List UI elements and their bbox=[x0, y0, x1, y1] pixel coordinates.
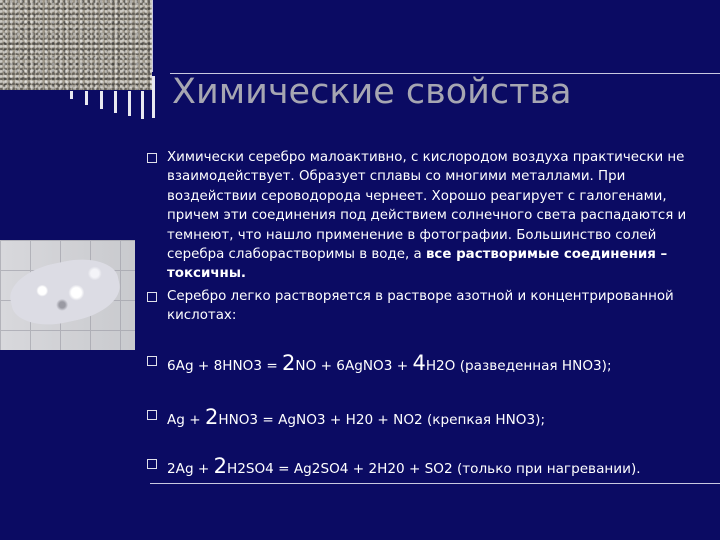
decor-dash bbox=[141, 91, 144, 119]
eq1-part: H2O (разведенная HNO3); bbox=[425, 358, 612, 374]
slide-title: Химические свойства bbox=[172, 72, 572, 112]
equation-2 bbox=[167, 405, 545, 429]
decor-dash bbox=[85, 91, 88, 105]
eq2-part: Ag + bbox=[167, 412, 205, 428]
decor-dash bbox=[114, 91, 117, 113]
decor-dash bbox=[100, 91, 103, 109]
divider-vertical bbox=[152, 0, 153, 72]
eq3-coef: 2 bbox=[213, 454, 227, 478]
silver-crystal-photo bbox=[0, 240, 135, 350]
eq2-coef: 2 bbox=[204, 405, 219, 429]
paragraph1-text: Химически серебро малоактивно, с кислородом воздуха практически не взаимодействует. Образует сплавы со многими металлами. При воздействии сероводорода чернеет. Хорошо реагирует с галогенами, причем эти соединения под действием солнечного света распадаются и темнеют, что нашло применение в фотографии. Большинство солей серебра слаборастворимы в воде, а bbox=[167, 150, 687, 263]
paragraph-dissolving: Серебро легко растворяется в растворе азотной и концентрированной кислотах: bbox=[167, 289, 674, 324]
divider-bottom bbox=[150, 483, 720, 484]
eq3-part: H2SO4 = Ag2SO4 + 2H20 + SO2 (только при нагревании). bbox=[226, 461, 641, 477]
paragraph-chemical-properties bbox=[167, 148, 687, 284]
bullet-icon bbox=[147, 153, 157, 163]
eq1-part: 6Ag + 8HNO3 = bbox=[167, 358, 283, 374]
decor-dash bbox=[152, 76, 155, 118]
eq3-part: 2Ag + bbox=[167, 461, 214, 477]
bullet-icon bbox=[147, 459, 157, 469]
silver-powder-photo bbox=[0, 0, 152, 90]
eq1-coef: 2 bbox=[282, 351, 296, 375]
bullet-icon bbox=[147, 356, 157, 366]
equation-1 bbox=[167, 351, 612, 375]
eq2-part: HNO3 = AgNO3 + H20 + NO2 (крепкая HNO3); bbox=[218, 412, 546, 428]
bullet-icon bbox=[147, 410, 157, 420]
paragraph1-bold: все растворимые соединения – токсичны. bbox=[167, 247, 668, 282]
equation-3 bbox=[167, 454, 641, 478]
decor-dash bbox=[70, 91, 73, 99]
eq1-coef: 4 bbox=[412, 351, 426, 375]
bullet-icon bbox=[147, 292, 157, 302]
decor-dash bbox=[128, 91, 131, 116]
eq1-part: NO + 6AgNO3 + bbox=[295, 358, 413, 374]
